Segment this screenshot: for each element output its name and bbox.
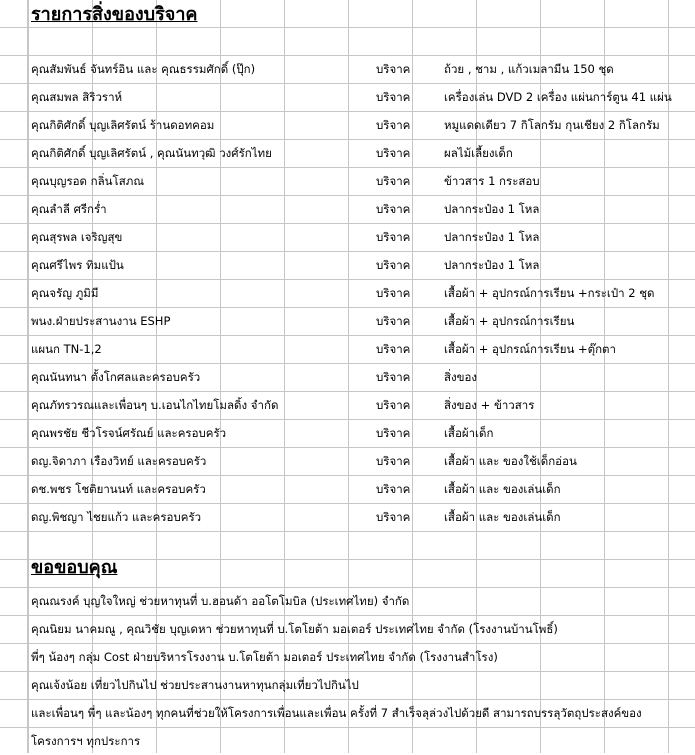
donated-item: เสื้อผ้า และ ของใช้เด็กอ่อน: [444, 454, 577, 468]
donated-item: ถ้วย , ชาม , แก้วเมลามีน 150 ชุด: [444, 62, 614, 76]
table-row: [0, 111, 695, 139]
thanks-line: [0, 615, 695, 643]
donor-name: คุณสัมพันธ์ จันทร์อิน และ คุณธรรมศักดิ์ (ปุ๊ก): [31, 62, 256, 76]
donor-name: คุณสมพล สิริวราห์: [31, 90, 123, 104]
donated-item: เสื้อผ้าเด็ก: [444, 426, 494, 440]
table-row: [0, 363, 695, 391]
donate-verb: บริจาค: [376, 510, 411, 524]
donated-item: เสื้อผ้า + อุปกรณ์การเรียน: [444, 314, 575, 328]
donate-verb: บริจาค: [376, 286, 411, 300]
donate-verb: บริจาค: [376, 202, 411, 216]
donate-verb: บริจาค: [376, 370, 411, 384]
thanks-line: [0, 587, 695, 615]
donor-name: คุณนันทนา ตั้งโกศลและครอบครัว: [31, 370, 201, 384]
table-row: [0, 307, 695, 335]
thanks-line: [0, 643, 695, 671]
donate-verb: บริจาค: [376, 454, 411, 468]
thanks-text: คุณณรงค์ บุญใจใหญ่ ช่วยหาทุนที่ บ.ฮอนด้า ออโตโมบิล (ประเทศไทย) จำกัด: [31, 594, 410, 608]
donate-verb: บริจาค: [376, 118, 411, 132]
thanks-text: คุณเจ้งน้อย เที่ยวไปกินไป ช่วยประสานงานหาทุนกลุ่มเที่ยวไปกินไป: [31, 678, 359, 692]
donor-name: ดญ.จิดาภา เรืองวิทย์ และครอบครัว: [31, 454, 207, 468]
thanks-line: [0, 727, 695, 755]
thanks-title: ขอขอบคุณ: [31, 557, 118, 578]
donations-title: รายการสิ่งของบริจาค: [31, 4, 198, 25]
table-row: [0, 335, 695, 363]
thanks-text: คุณนิยม นาคมณู , คุณวิชัย บุญเดหา ช่วยหาทุนที่ บ.โตโยต้า มอเตอร์ ประเทศไทย จำกัด (โรงงานบ้านโพธิ์): [31, 622, 558, 636]
table-row: [0, 279, 695, 307]
donate-verb: บริจาค: [376, 174, 411, 188]
donate-verb: บริจาค: [376, 230, 411, 244]
thanks-text: โครงการฯ ทุกประการ: [31, 734, 141, 748]
donor-name: คุณจรัญ ภูมิมี: [31, 286, 99, 300]
donate-verb: บริจาค: [376, 314, 411, 328]
donate-verb: บริจาค: [376, 482, 411, 496]
table-row: [0, 195, 695, 223]
donate-verb: บริจาค: [376, 146, 411, 160]
donor-name: พนง.ฝ่ายประสานงาน ESHP: [31, 314, 171, 328]
table-row: [0, 391, 695, 419]
donated-item: หมูแดดเดียว 7 กิโลกรัม กุนเชียง 2 กิโลกรัม: [444, 118, 660, 132]
donor-name: คุณศรีไพร ทิมแป้น: [31, 258, 124, 272]
table-row: [0, 83, 695, 111]
donor-name: คุณภัทรวรณและเพื่อนๆ บ.เอนไกไทยโมลดิ้ง จำกัด: [31, 398, 279, 412]
thanks-line: [0, 671, 695, 699]
table-row: [0, 223, 695, 251]
table-row: [0, 251, 695, 279]
donor-name: คุณบุญรอด กลิ่นโสภณ: [31, 174, 144, 188]
donated-item: เครื่องเล่น DVD 2 เครื่อง แผ่นการ์ตูน 41 แผ่น: [444, 90, 672, 104]
donated-item: สิ่งของ + ข้าวสาร: [444, 398, 535, 412]
thanks-text: พี่ๆ น้องๆ กลุ่ม Cost ฝ่ายบริหารโรงงาน บ.โตโยต้า มอเตอร์ ประเทศไทย จำกัด (โรงงานสำโรง): [31, 650, 498, 664]
donate-verb: บริจาค: [376, 62, 411, 76]
donated-item: เสื้อผ้า และ ของเล่นเด็ก: [444, 482, 561, 496]
donor-name: แผนก TN-1,2: [31, 342, 102, 356]
table-row: [0, 503, 695, 531]
donor-name: คุณกิติศักดิ์ บุญเลิศรัตน์ ร้านดอทคอม: [31, 118, 215, 132]
donated-item: เสื้อผ้า + อุปกรณ์การเรียน +กระเป๋า 2 ชุด: [444, 286, 655, 300]
donated-item: ปลากระป๋อง 1 โหล: [444, 258, 540, 272]
donor-name: ดญ.พิชญา ไชยแก้ว และครอบครัว: [31, 510, 202, 524]
donated-item: ข้าวสาร 1 กระสอบ: [444, 174, 540, 188]
thanks-line: [0, 699, 695, 727]
table-row: [0, 167, 695, 195]
donate-verb: บริจาค: [376, 426, 411, 440]
table-row: [0, 55, 695, 83]
donate-verb: บริจาค: [376, 342, 411, 356]
donor-name: ดช.พชร โชติยานนท์ และครอบครัว: [31, 482, 206, 496]
donor-name: คุณสุรพล เจริญสุข: [31, 230, 123, 244]
donor-name: คุณลำลี ศรีกร่ำ: [31, 202, 107, 216]
donor-name: คุณพรชัย ชีวโรจน์ศรัณย์ และครอบครัว: [31, 426, 227, 440]
thanks-text: และเพื่อนๆ พี่ๆ และน้องๆ ทุกคนที่ช่วยให้โครงการเพื่อนและเพื่อน ครั้งที่ 7 สำเร็จลุล่วงไปด้วยดี สามารถบรรลุวัตถุประสงค์ของ: [31, 706, 642, 720]
donate-verb: บริจาค: [376, 258, 411, 272]
donor-name: คุณกิติศักดิ์ บุญเลิศรัตน์ , คุณนันทวุฒิ วงศ์รักไทย: [31, 146, 272, 160]
table-row: [0, 447, 695, 475]
donated-item: เสื้อผ้า + อุปกรณ์การเรียน +ตุ๊กตา: [444, 342, 616, 356]
donated-item: ปลากระป๋อง 1 โหล: [444, 230, 540, 244]
table-row: [0, 139, 695, 167]
donated-item: เสื้อผ้า และ ของเล่นเด็ก: [444, 510, 561, 524]
donated-item: สิ่งของ: [444, 370, 478, 384]
table-row: [0, 419, 695, 447]
donated-item: ผลไม้เลี้ยงเด็ก: [444, 146, 513, 160]
table-row: [0, 475, 695, 503]
donate-verb: บริจาค: [376, 90, 411, 104]
donate-verb: บริจาค: [376, 398, 411, 412]
donated-item: ปลากระป๋อง 1 โหล: [444, 202, 540, 216]
